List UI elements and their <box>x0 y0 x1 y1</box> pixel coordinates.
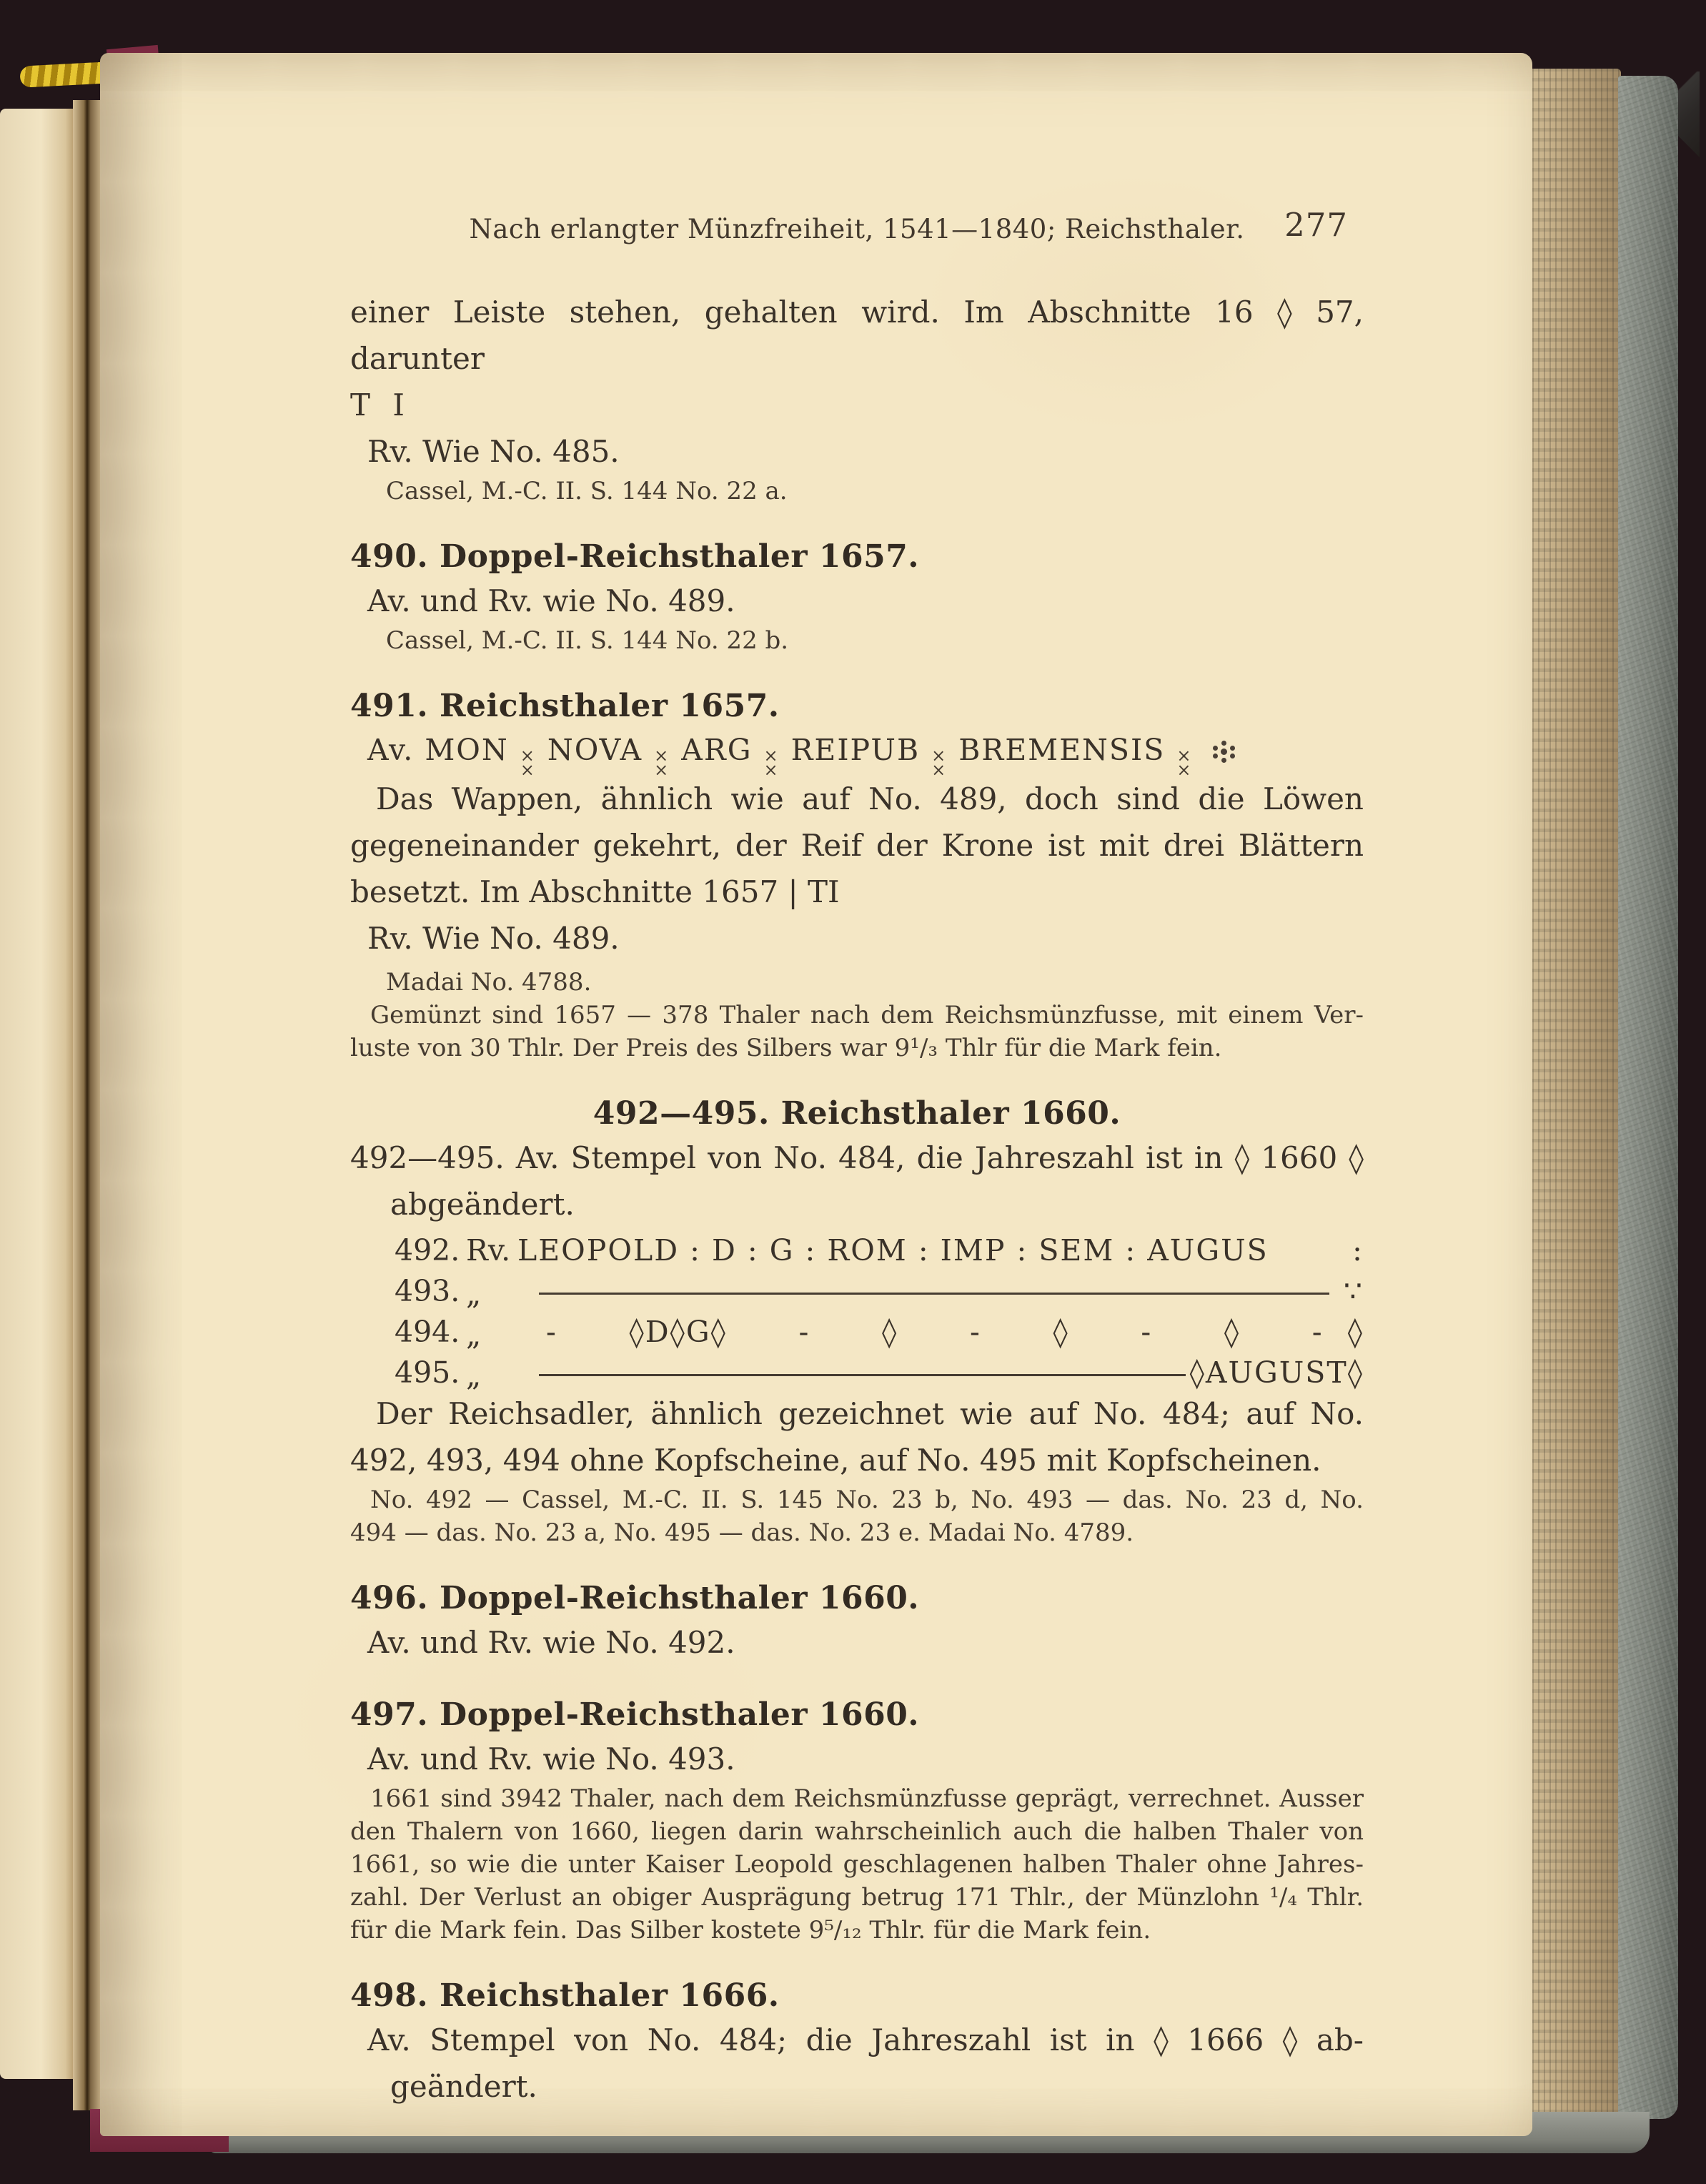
entry-line: Av. Stempel von No. 484; die Jahreszahl ist in ◊ 1666 ◊ ab- <box>367 2022 1364 2057</box>
legend-token: - <box>546 1315 557 1349</box>
description-paragraph <box>350 1390 1364 1483</box>
body-line: gegeneinander gekehrt, der Reif der Krone ist mit drei Blättern <box>350 828 1364 863</box>
entry-heading-498: 498. Reichsthaler 1666. <box>350 1977 780 2014</box>
note-line: luste von 30 Thlr. Der Preis des Silbers war 9¹/₃ Thlr für die Mark fein. <box>350 1034 1222 1062</box>
mintage-note <box>350 999 1364 1064</box>
facing-page-edge <box>0 109 74 2079</box>
reference-line: Cassel, M.-C. II. S. 144 No. 22 a. <box>386 477 788 505</box>
note-line: 1661, so wie die unter Kaiser Leopold geschlagenen halben Thaler ohne Jahres- <box>350 1850 1364 1879</box>
body-line: besetzt. Im Abschnitte 1657 | TI <box>350 874 840 909</box>
entry-line: Av. und Rv. wie No. 489. <box>367 583 735 618</box>
running-title: Nach erlangter Münzfreiheit, 1541—1840; Reichsthaler. <box>469 214 1245 244</box>
variant-legend-tokens <box>517 1309 1348 1355</box>
note-line: Gemünzt sind 1657 — 378 Thaler nach dem Reichsmünzfusse, mit einem Ver- <box>370 1001 1364 1029</box>
ditto-rule <box>539 1374 1186 1376</box>
body-line: geändert. <box>390 2069 537 2104</box>
reference-line: Cassel, M.-C. II. S. 144 No. 22 b. <box>386 626 789 655</box>
variant-legend: LEOPOLD : D : G : ROM : IMP : SEM : AUGUS <box>517 1233 1269 1268</box>
book-gutter <box>73 100 101 2110</box>
double-saltire-separator-icon: × × <box>763 746 780 780</box>
reference-note <box>350 1483 1364 1549</box>
entry-heading-497: 497. Doppel-Reichsthaler 1660. <box>350 1696 920 1733</box>
reverse-line: Rv. Wie No. 485. <box>367 434 620 469</box>
note-line: zahl. Der Verlust an obiger Ausprägung betrug 171 Thlr., der Münzlohn ¹/₄ Thlr. <box>350 1883 1364 1912</box>
double-saltire-separator-icon: × × <box>654 746 670 780</box>
variant-number: 494. <box>395 1315 460 1349</box>
legend-token: ◊ <box>882 1315 898 1349</box>
entry-heading-490: 490. Doppel-Reichsthaler 1657. <box>350 538 920 575</box>
legend-prefix: Av. <box>367 733 415 767</box>
legend-word: NOVA <box>547 733 643 767</box>
page-text-block <box>350 206 1364 2110</box>
legend-token: - <box>1141 1315 1153 1349</box>
rosette-icon <box>1211 740 1236 763</box>
body-line: Der Reichsadler, ähnlich gezeichnet wie auf No. 484; auf No. <box>376 1396 1364 1431</box>
ditto-rule <box>539 1293 1329 1295</box>
variant-end-mark: ∵ <box>1343 1274 1364 1308</box>
legend-token: ◊D◊G◊ <box>629 1315 727 1349</box>
page-stack-fore-edge <box>1532 69 1621 2113</box>
entry-heading-496: 496. Doppel-Reichsthaler 1660. <box>350 1580 920 1616</box>
variant-row-494 <box>395 1309 1364 1350</box>
note-line: 1661 sind 3942 Thaler, nach dem Reichsmünzfusse geprägt, verrechnet. Ausser <box>370 1784 1364 1813</box>
legend-token: ◊ <box>1053 1315 1069 1349</box>
legend-token: - <box>969 1315 981 1349</box>
entry-line: Av. und Rv. wie No. 493. <box>367 1741 735 1777</box>
variant-number: 493. <box>395 1274 460 1308</box>
obverse-legend <box>367 727 1364 780</box>
reverse-line: Rv. Wie No. 489. <box>367 921 620 956</box>
mintage-note <box>350 1782 1364 1947</box>
variant-row-495 <box>395 1350 1364 1393</box>
ditto-mark: „ <box>466 1277 482 1311</box>
page-number: 277 <box>1284 206 1348 244</box>
double-saltire-separator-icon: × × <box>931 746 948 780</box>
legend-token: ◊ <box>1224 1315 1241 1349</box>
double-saltire-separator-icon: × × <box>520 746 536 780</box>
body-line: abgeändert. <box>390 1187 575 1222</box>
body-line: 492, 493, 494 ohne Kopfscheine, auf No. 495 mit Kopfscheinen. <box>350 1443 1321 1478</box>
variant-row-492 <box>395 1227 1364 1268</box>
note-line: für die Mark fein. Das Silber kostete 9⁵/₁₂ Thlr. für die Mark fein. <box>350 1916 1151 1945</box>
intro-paragraph <box>350 289 1364 508</box>
body-line: Das Wappen, ähnlich wie auf No. 489, doch sind die Löwen <box>376 781 1364 816</box>
variant-number: 495. <box>395 1355 460 1390</box>
ditto-mark: „ <box>466 1318 482 1352</box>
legend-word: BREMENSIS <box>958 733 1166 767</box>
description-paragraph <box>350 776 1364 915</box>
entry-heading-491: 491. Reichsthaler 1657. <box>350 688 780 724</box>
note-line: den Thalern von 1660, liegen darin wahrscheinlich auch die halben Thaler von <box>350 1817 1364 1846</box>
variant-label: Rv. <box>466 1233 511 1268</box>
entry-heading-492-495: 492—495. Reichsthaler 1660. <box>592 1095 1121 1132</box>
variant-number: 492. <box>395 1233 460 1268</box>
body-line: 492—495. Av. Stempel von No. 484, die Jahreszahl ist in ◊ 1660 ◊ <box>350 1140 1364 1175</box>
note-line: 494 — das. No. 23 a, No. 495 — das. No. 23 e. Madai No. 4789. <box>350 1518 1134 1547</box>
variant-end-mark: ◊ <box>1347 1315 1364 1349</box>
ditto-mark: „ <box>466 1358 482 1393</box>
legend-word: REIPUB <box>790 733 921 767</box>
reference-line: Madai No. 4788. <box>386 968 592 997</box>
legend-word: MON <box>425 733 509 767</box>
note-line: No. 492 — Cassel, M.-C. II. S. 145 No. 23 b, No. 493 — das. No. 23 d, No. <box>370 1486 1364 1514</box>
double-saltire-separator-icon: × × <box>1176 746 1193 780</box>
body-line: einer Leiste stehen, gehalten wird. Im Abschnitte 16 ◊ 57, darunter <box>350 295 1364 376</box>
running-header <box>350 206 1364 247</box>
body-line: T I <box>350 387 405 423</box>
variant-end-mark: ◊AUGUST◊ <box>1189 1355 1364 1390</box>
variant-end-mark: : <box>1352 1233 1364 1268</box>
legend-words <box>425 733 1236 780</box>
legend-token: - <box>798 1315 810 1349</box>
legend-word: ARG <box>681 733 753 767</box>
book-cover-board <box>1618 76 1678 2119</box>
legend-token: - <box>1311 1315 1324 1349</box>
variant-row-493 <box>395 1268 1364 1309</box>
entry-line: Av. und Rv. wie No. 492. <box>367 1625 735 1660</box>
